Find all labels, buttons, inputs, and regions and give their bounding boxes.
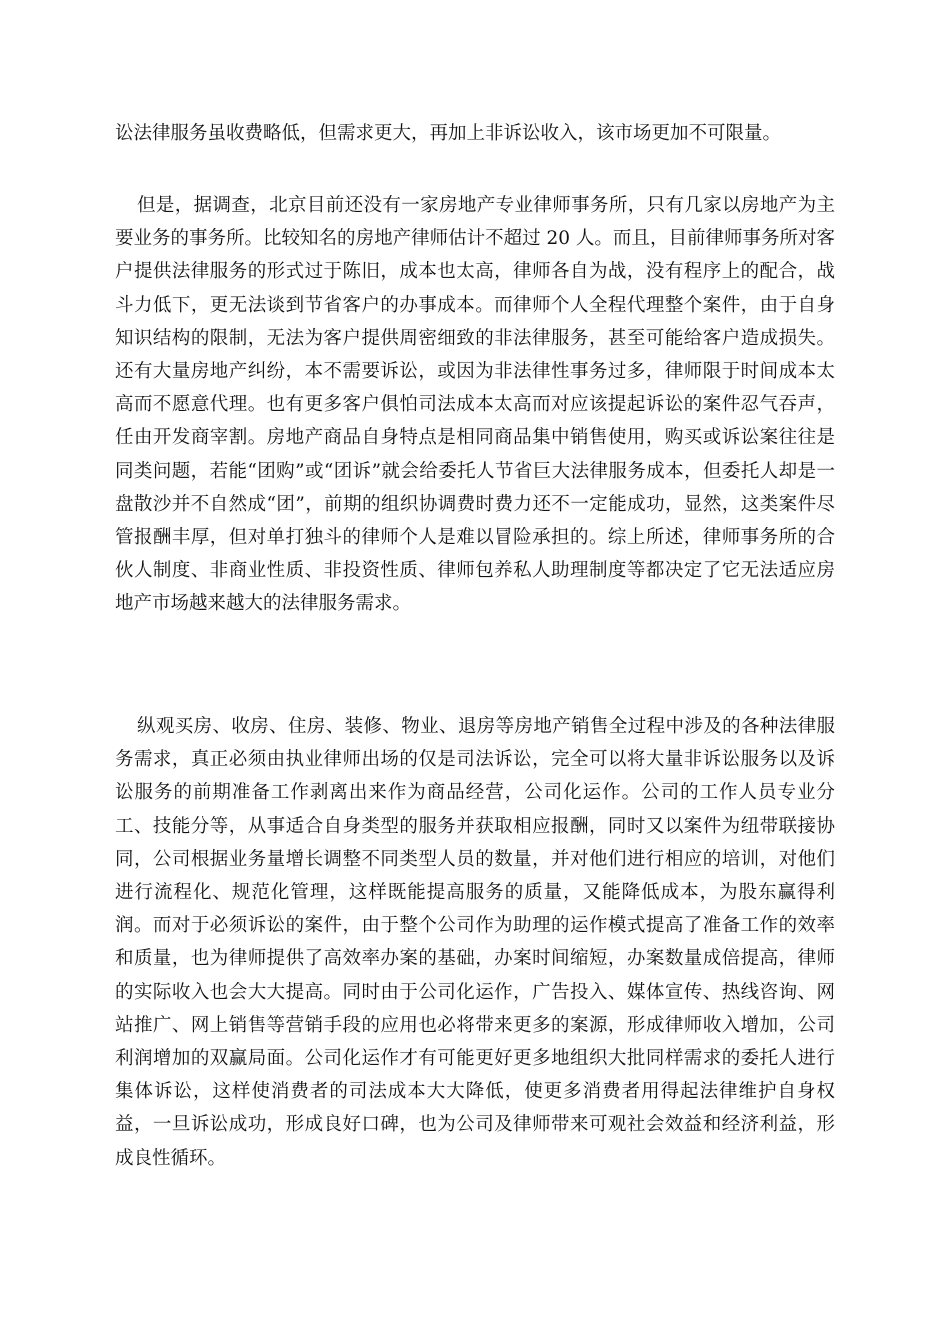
- paragraph-company-operation: 纵观买房、收房、住房、装修、物业、退房等房地产销售全过程中涉及的各种法律服务需求，真正必须由执业律师出场的仅是司法诉讼，完全可以将大量非诉讼服务以及诉讼服务的前期准备工作剥离出来作为商品经营，公司化运作。公司的工作人员专业分工、技能分等，从事适合自身类型的服务并获取相应报酬，同时又以案件为纽带联接协同，公司根据业务量增长调整不同类型人员的数量，并对他们进行相应的培训，对他们进行流程化、规范化管理，这样既能提高服务的质量，又能降低成本，为股东赢得利润。而对于必须诉讼的案件，由于整个公司作为助理的运作模式提高了准备工作的效率和质量，也为律师提供了高效率办案的基础，办案时间缩短，办案数量成倍提高，律师的实际收入也会大大提高。同时由于公司化运作，广告投入、媒体宣传、热线咨询、网站推广、网上销售等营销手段的应用也必将带来更多的案源，形成律师收入增加，公司利润增加的双赢局面。公司化运作才有可能更好更多地组织大批同样需求的委托人进行集体诉讼，这样使消费者的司法成本大大降低，使更多消费者用得起法律维护自身权益，一旦诉讼成功，形成良好口碑，也为公司及律师带来可观社会效益和经济利益，形成良性循环。: [115, 716, 835, 1169]
- paragraph-market-survey: 但是，据调查，北京目前还没有一家房地产专业律师事务所，只有几家以房地产为主要业务的事务所。比较知名的房地产律师估计不超过 20 人。而且，目前律师事务所对客户提供法律服务的形式过于陈旧，成本也太高，律师各自为战，没有程序上的配合，战斗力低下，更无法谈到节省客户的办事成本。而律师个人全程代理整个案件，由于自身知识结构的限制，无法为客户提供周密细致的非法律服务，甚至可能给客户造成损失。还有大量房地产纠纷，本不需要诉讼，或因为非法律性事务过多，律师限于时间成本太高而不愿意代理。也有更多客户俱怕司法成本太高而对应该提起诉讼的案件忍气吞声，任由开发商宰割。房地产商品自身特点是相同商品集中销售使用，购买或诉讼案往往是同类问题，若能“团购”或“团诉”就会给委托人节省巨大法律服务成本，但委托人却是一盘散沙并不自然成“团”，前期的组织协调费时费力还不一定能成功，显然，这类案件尽管报酬丰厚，但对单打独斗的律师个人是难以冒险承担的。综上所述，律师事务所的合伙人制度、非商业性质、非投资性质、律师包养私人助理制度等都决定了它无法适应房地产市场越来越大的法律服务需求。: [115, 195, 835, 615]
- paragraph-continued: 讼法律服务虽收费略低，但需求更大，再加上非诉讼收入，该市场更加不可限量。: [115, 123, 782, 144]
